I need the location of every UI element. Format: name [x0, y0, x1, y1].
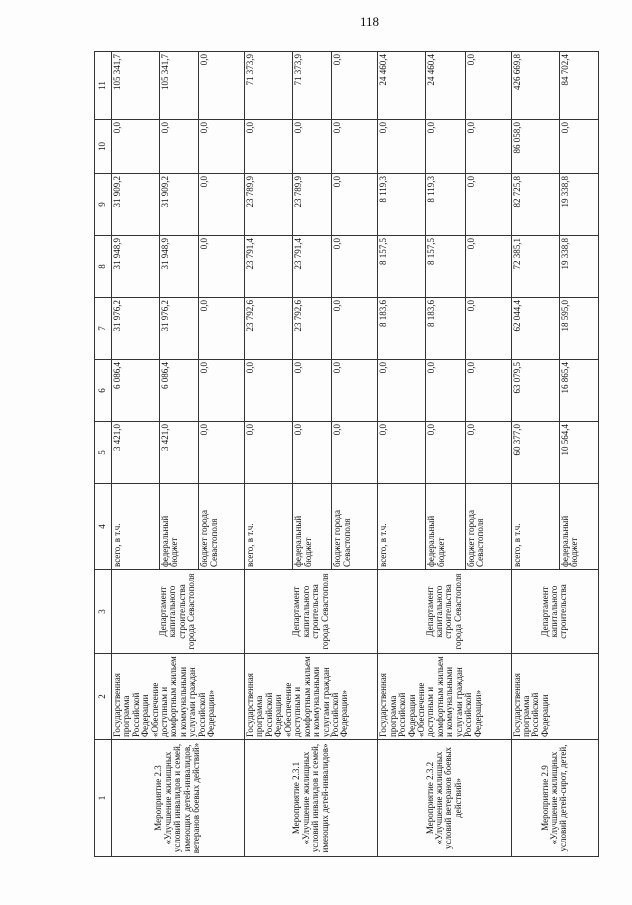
amount-cell: 31 948,9 [159, 236, 198, 298]
amount-cell: 23 789,9 [293, 174, 332, 236]
amount-cell: 3 421,0 [111, 422, 159, 484]
funding-source-cell: бюджет города Севастополя [332, 484, 378, 570]
amount-cell: 0,0 [465, 236, 511, 298]
amount-cell: 16 865,4 [559, 360, 598, 422]
amount-cell: 23 791,4 [245, 236, 293, 298]
funding-source-cell: бюджет города Севастополя [199, 484, 245, 570]
program-name-cell: Государственная программа Российской Федерации «Обеспечение доступным и комфортным жильем и коммунальными услугами граждан Российской Федерации» [111, 654, 244, 740]
amount-cell: 31 976,2 [159, 298, 198, 360]
column-number-6: 6 [95, 360, 112, 422]
column-number-1: 1 [95, 740, 112, 857]
amount-cell: 23 792,6 [293, 298, 332, 360]
amount-cell: 0,0 [332, 236, 378, 298]
amount-cell: 0,0 [465, 422, 511, 484]
amount-cell: 0,0 [465, 120, 511, 174]
funding-source-cell: всего, в т.ч. [511, 484, 559, 570]
department-cell: Департамент капитального строительства [511, 570, 598, 654]
column-number-8: 8 [95, 236, 112, 298]
funding-source-cell: всего, в т.ч. [378, 484, 426, 570]
event-name-cell: Мероприятие 2.3 «Улучшение жилищных условий инвалидов и семей, имеющих детей-инвалидов, ветеранов боевых действий» [111, 740, 244, 857]
department-cell: Департамент капитального строительства города Севастополя [378, 570, 511, 654]
amount-cell: 0,0 [293, 360, 332, 422]
amount-cell: 0,0 [332, 52, 378, 120]
program-name-cell: Государственная программа Российской Федерации «Обеспечение доступным и комфортным жильем и коммунальными услугами граждан Российской Федерации» [378, 654, 511, 740]
amount-cell: 105 341,7 [159, 52, 198, 120]
amount-cell: 0,0 [465, 174, 511, 236]
amount-cell: 0,0 [332, 120, 378, 174]
column-number-10: 10 [95, 120, 112, 174]
amount-cell: 24 460,4 [378, 52, 426, 120]
program-name-cell: Государственная программа Российской Федерации [511, 654, 598, 740]
amount-cell: 0,0 [245, 120, 293, 174]
amount-cell: 0,0 [199, 174, 245, 236]
amount-cell: 0,0 [199, 422, 245, 484]
amount-cell: 6 086,4 [111, 360, 159, 422]
amount-cell: 8 183,6 [378, 298, 426, 360]
amount-cell: 18 595,0 [559, 298, 598, 360]
event-name-cell: Мероприятие 2.9 «Улучшение жилищных условий детей-сирот, детей, [511, 740, 598, 857]
amount-cell: 0,0 [378, 360, 426, 422]
rotated-table-area [94, 52, 599, 857]
amount-cell: 8 183,6 [426, 298, 465, 360]
amount-cell: 19 338,8 [559, 236, 598, 298]
column-number-7: 7 [95, 298, 112, 360]
amount-cell: 0,0 [426, 422, 465, 484]
amount-cell: 0,0 [332, 360, 378, 422]
amount-cell: 0,0 [426, 360, 465, 422]
funding-source-cell: всего, в т.ч. [111, 484, 159, 570]
event-name-cell: Мероприятие 2.3.1 «Улучшение жилищных условий инвалидов и семей, имеющих детей-инвалидов» [245, 740, 378, 857]
department-cell: Департамент капитального строительства города Севастополя [245, 570, 378, 654]
amount-cell: 0,0 [332, 174, 378, 236]
column-number-9: 9 [95, 174, 112, 236]
amount-cell: 0,0 [199, 360, 245, 422]
amount-cell: 105 341,7 [111, 52, 159, 120]
amount-cell: 60 377,0 [511, 422, 559, 484]
amount-cell: 10 564,4 [559, 422, 598, 484]
amount-cell: 0,0 [559, 120, 598, 174]
amount-cell: 0,0 [245, 422, 293, 484]
funding-source-cell: федеральный бюджет [426, 484, 465, 570]
amount-cell: 0,0 [199, 236, 245, 298]
amount-cell: 0,0 [378, 422, 426, 484]
amount-cell: 62 044,4 [511, 298, 559, 360]
amount-cell: 23 789,9 [245, 174, 293, 236]
column-number-11: 11 [95, 52, 112, 120]
amount-cell: 31 948,9 [111, 236, 159, 298]
amount-cell: 0,0 [332, 422, 378, 484]
amount-cell: 0,0 [159, 120, 198, 174]
amount-cell: 0,0 [111, 120, 159, 174]
amount-cell: 23 792,6 [245, 298, 293, 360]
event-name-cell: Мероприятие 2.3.2 «Улучшение жилищных условий ветеранов боевых действий» [378, 740, 511, 857]
amount-cell: 426 669,8 [511, 52, 559, 120]
funding-source-cell: федеральный бюджет [559, 484, 598, 570]
amount-cell: 8 157,5 [378, 236, 426, 298]
page-number: 118 [360, 14, 380, 29]
amount-cell: 0,0 [465, 298, 511, 360]
column-number-3: 3 [95, 570, 112, 654]
table-row [111, 52, 159, 857]
amount-cell: 31 909,2 [159, 174, 198, 236]
column-number-2: 2 [95, 654, 112, 740]
amount-cell: 63 079,5 [511, 360, 559, 422]
amount-cell: 0,0 [245, 360, 293, 422]
budget-table [94, 51, 599, 857]
amount-cell: 8 119,3 [378, 174, 426, 236]
amount-cell: 84 702,4 [559, 52, 598, 120]
rotated-content [94, 52, 599, 857]
funding-source-cell: бюджет города Севастополя [465, 484, 511, 570]
column-number-4: 4 [95, 484, 112, 570]
program-name-cell: Государственная программа Российской Федерации «Обеспечение доступным и комфортным жильем и коммунальными услугами граждан Российской Федерации» [245, 654, 378, 740]
amount-cell: 0,0 [332, 298, 378, 360]
column-number-5: 5 [95, 422, 112, 484]
amount-cell: 72 385,1 [511, 236, 559, 298]
amount-cell: 8 119,3 [426, 174, 465, 236]
amount-cell: 31 909,2 [111, 174, 159, 236]
amount-cell: 3 421,0 [159, 422, 198, 484]
amount-cell: 23 791,4 [293, 236, 332, 298]
table-row [378, 52, 426, 857]
funding-source-cell: федеральный бюджет [159, 484, 198, 570]
amount-cell: 0,0 [293, 422, 332, 484]
amount-cell: 71 373,9 [293, 52, 332, 120]
amount-cell: 0,0 [465, 360, 511, 422]
department-cell: Департамент капитального строительства города Севастополя [111, 570, 244, 654]
funding-source-cell: федеральный бюджет [293, 484, 332, 570]
amount-cell: 6 086,4 [159, 360, 198, 422]
amount-cell: 0,0 [199, 52, 245, 120]
amount-cell: 0,0 [378, 120, 426, 174]
amount-cell: 24 460,4 [426, 52, 465, 120]
funding-source-cell: всего, в т.ч. [245, 484, 293, 570]
amount-cell: 86 058,0 [511, 120, 559, 174]
amount-cell: 31 976,2 [111, 298, 159, 360]
amount-cell: 8 157,5 [426, 236, 465, 298]
amount-cell: 0,0 [293, 120, 332, 174]
amount-cell: 0,0 [465, 52, 511, 120]
header-row [95, 52, 112, 857]
amount-cell: 82 725,8 [511, 174, 559, 236]
amount-cell: 19 338,8 [559, 174, 598, 236]
amount-cell: 0,0 [199, 298, 245, 360]
amount-cell: 0,0 [199, 120, 245, 174]
amount-cell: 0,0 [426, 120, 465, 174]
amount-cell: 71 373,9 [245, 52, 293, 120]
table-row [245, 52, 293, 857]
table-row [511, 52, 559, 857]
